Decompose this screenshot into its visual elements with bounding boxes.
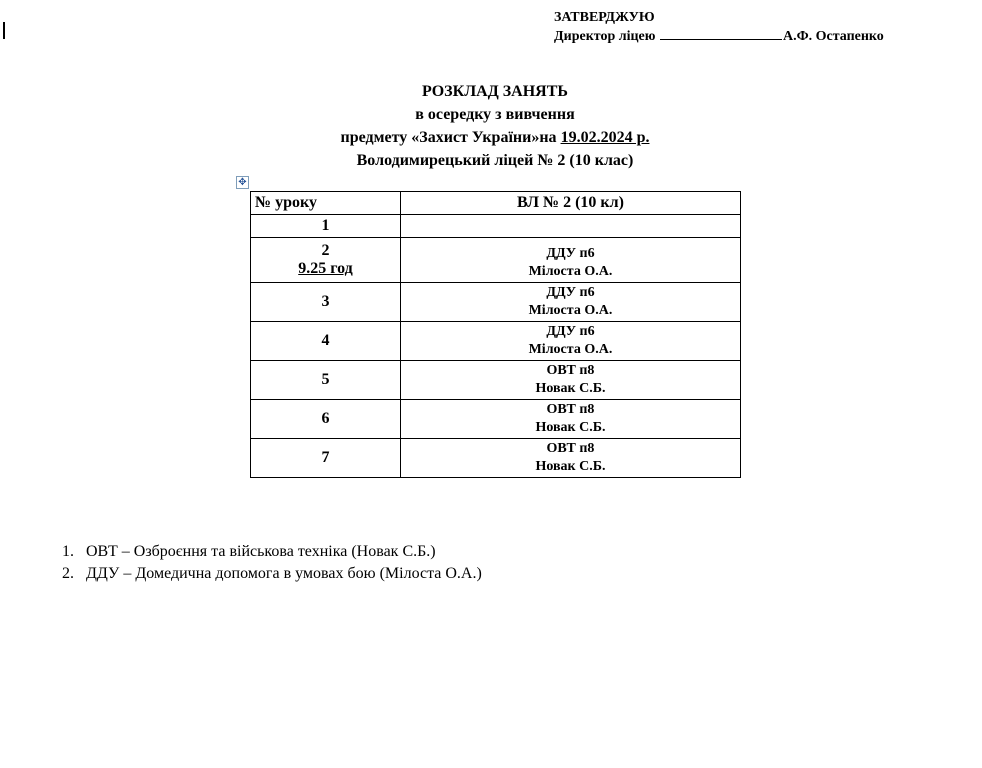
table-row [251,238,741,283]
subject-cell [400,322,740,361]
subject: ОВТ п8 [546,441,595,456]
teacher: Мілоста О.А. [528,303,613,318]
lesson-number: 6 [321,410,330,427]
text-cursor [3,22,5,39]
subject-cell [400,238,740,283]
note-number: 1. [62,543,74,560]
subject-cell [400,361,740,400]
subject: ДДУ п6 [546,246,595,261]
lesson-number: 5 [321,371,330,388]
table-row [251,283,741,322]
table-row [251,439,741,478]
subject-cell [400,283,740,322]
table-header-row [251,192,741,215]
table-row [251,322,741,361]
schedule-table [250,191,741,478]
lesson-number-cell [251,283,401,322]
title-line-2: в осередку з вивчення [415,106,575,123]
note-text: ОВТ – Озброєння та військова техніка (Новак С.Б.) [86,543,436,560]
lesson-number-cell [251,439,401,478]
lesson-number: 7 [321,449,330,466]
note-number: 2. [62,565,74,582]
director-label: Директор ліцею [554,29,656,44]
lesson-number: 1 [321,217,330,234]
note-item [62,563,482,585]
subject-cell [400,439,740,478]
title-line-1: РОЗКЛАД ЗАНЯТЬ [422,83,568,100]
subject: ДДУ п6 [546,285,595,300]
lesson-number-cell [251,215,401,238]
title-line-3 [250,126,740,149]
lesson-number-cell [251,322,401,361]
lesson-number: 3 [321,293,330,310]
table-move-handle-icon[interactable]: ✥ [236,176,249,189]
lesson-number: 2 [321,242,330,259]
table-row [251,400,741,439]
teacher: Новак С.Б. [535,381,606,396]
lesson-time: 9.25 год [298,260,353,277]
schedule-date: 19.02.2024 р. [560,129,650,146]
subject-cell [400,215,740,238]
header-lesson-number: № уроку [251,192,401,215]
table-row [251,215,741,238]
director-name: А.Ф. Остапенко [782,29,884,44]
note-text: ДДУ – Домедична допомога в умовах бою (Мілоста О.А.) [86,565,482,582]
subject: ОВТ п8 [546,363,595,378]
lesson-number-cell [251,238,401,283]
title-line-4: Володимирецький ліцей № 2 (10 клас) [356,152,634,169]
header-class: ВЛ № 2 (10 кл) [400,192,740,215]
document-title [250,80,740,172]
approval-heading: ЗАТВЕРДЖУЮ [554,10,655,25]
teacher: Мілоста О.А. [528,342,613,357]
teacher: Новак С.Б. [535,420,606,435]
lesson-number: 4 [321,332,330,349]
teacher: Мілоста О.А. [528,264,613,279]
lesson-number-cell [251,361,401,400]
table-row [251,361,741,400]
teacher: Новак С.Б. [535,459,606,474]
subject: ДДУ п6 [546,324,595,339]
approval-block [554,8,884,46]
director-line [554,27,884,46]
lesson-number-cell [251,400,401,439]
abbreviation-notes [62,541,482,585]
note-item [62,541,482,563]
title-line-3-prefix: предмету «Захист України»на [340,129,561,146]
signature-line [660,27,782,40]
subject: ОВТ п8 [546,402,595,417]
subject-cell [400,400,740,439]
